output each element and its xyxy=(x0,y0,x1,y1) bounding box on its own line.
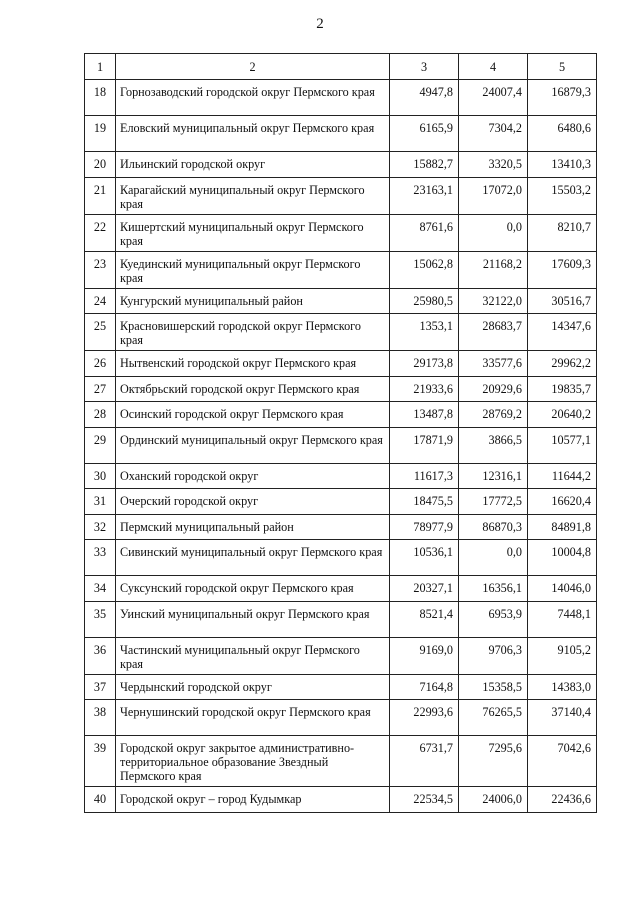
table-row xyxy=(85,152,597,178)
row-value-col5: 13410,3 xyxy=(528,152,597,178)
row-value-col4: 16356,1 xyxy=(459,576,528,602)
table-row xyxy=(85,80,597,116)
row-number: 38 xyxy=(85,700,116,736)
row-municipality-name: Суксунский городской округ Пермского края xyxy=(116,576,390,602)
row-value-col3: 20327,1 xyxy=(390,576,459,602)
table-row xyxy=(85,214,597,251)
table-body xyxy=(85,80,597,813)
table-row xyxy=(85,463,597,489)
row-value-col3: 21933,6 xyxy=(390,376,459,402)
data-table xyxy=(84,53,597,813)
row-number: 37 xyxy=(85,674,116,700)
row-number: 40 xyxy=(85,787,116,813)
row-municipality-name: Пермский муниципальный район xyxy=(116,514,390,540)
row-value-col5: 29962,2 xyxy=(528,351,597,377)
row-value-col4: 28683,7 xyxy=(459,314,528,351)
row-value-col4: 17772,5 xyxy=(459,489,528,515)
row-municipality-name: Кишертский муниципальный округ Пермского края xyxy=(116,214,390,251)
row-value-col4: 21168,2 xyxy=(459,251,528,288)
row-number: 30 xyxy=(85,463,116,489)
row-value-col5: 8210,7 xyxy=(528,214,597,251)
row-municipality-name: Чердынский городской округ xyxy=(116,674,390,700)
row-municipality-name: Горнозаводский городской округ Пермского края xyxy=(116,80,390,116)
row-value-col5: 7042,6 xyxy=(528,736,597,787)
table-row xyxy=(85,251,597,288)
row-value-col4: 7295,6 xyxy=(459,736,528,787)
row-value-col3: 18475,5 xyxy=(390,489,459,515)
row-number: 24 xyxy=(85,288,116,314)
row-value-col5: 30516,7 xyxy=(528,288,597,314)
row-value-col4: 0,0 xyxy=(459,540,528,576)
row-number: 36 xyxy=(85,637,116,674)
row-municipality-name: Городской округ закрытое административно-территориальное образование Звездный Пермского края xyxy=(116,736,390,787)
row-number: 23 xyxy=(85,251,116,288)
row-value-col3: 11617,3 xyxy=(390,463,459,489)
row-number: 18 xyxy=(85,80,116,116)
row-value-col3: 22993,6 xyxy=(390,700,459,736)
row-value-col4: 17072,0 xyxy=(459,177,528,214)
row-value-col3: 15062,8 xyxy=(390,251,459,288)
row-number: 26 xyxy=(85,351,116,377)
row-value-col3: 78977,9 xyxy=(390,514,459,540)
row-value-col4: 76265,5 xyxy=(459,700,528,736)
row-municipality-name: Красновишерский городской округ Пермского края xyxy=(116,314,390,351)
row-municipality-name: Очерский городской округ xyxy=(116,489,390,515)
row-municipality-name: Ординский муниципальный округ Пермского края xyxy=(116,427,390,463)
table-row xyxy=(85,177,597,214)
header-cell-2: 2 xyxy=(116,54,390,80)
row-value-col4: 6953,9 xyxy=(459,601,528,637)
row-municipality-name: Карагайский муниципальный округ Пермского края xyxy=(116,177,390,214)
row-value-col3: 7164,8 xyxy=(390,674,459,700)
row-value-col5: 10004,8 xyxy=(528,540,597,576)
table-row xyxy=(85,116,597,152)
row-number: 34 xyxy=(85,576,116,602)
table-row xyxy=(85,351,597,377)
row-number: 33 xyxy=(85,540,116,576)
row-value-col5: 22436,6 xyxy=(528,787,597,813)
table-row xyxy=(85,427,597,463)
row-municipality-name: Частинский муниципальный округ Пермского края xyxy=(116,637,390,674)
row-value-col5: 37140,4 xyxy=(528,700,597,736)
table-row xyxy=(85,288,597,314)
table-row xyxy=(85,787,597,813)
row-number: 25 xyxy=(85,314,116,351)
table-row xyxy=(85,376,597,402)
row-value-col3: 4947,8 xyxy=(390,80,459,116)
row-value-col4: 9706,3 xyxy=(459,637,528,674)
row-value-col4: 20929,6 xyxy=(459,376,528,402)
row-municipality-name: Куединский муниципальный округ Пермского края xyxy=(116,251,390,288)
row-municipality-name: Осинский городской округ Пермского края xyxy=(116,402,390,428)
row-value-col4: 12316,1 xyxy=(459,463,528,489)
row-value-col3: 29173,8 xyxy=(390,351,459,377)
row-value-col4: 7304,2 xyxy=(459,116,528,152)
row-value-col3: 6165,9 xyxy=(390,116,459,152)
row-value-col5: 16879,3 xyxy=(528,80,597,116)
row-number: 21 xyxy=(85,177,116,214)
row-value-col4: 86870,3 xyxy=(459,514,528,540)
row-municipality-name: Чернушинский городской округ Пермского края xyxy=(116,700,390,736)
row-value-col5: 15503,2 xyxy=(528,177,597,214)
row-value-col5: 17609,3 xyxy=(528,251,597,288)
page-number: 2 xyxy=(316,16,324,32)
row-value-col4: 3866,5 xyxy=(459,427,528,463)
table-row xyxy=(85,514,597,540)
header-row xyxy=(85,54,597,80)
row-municipality-name: Кунгурский муниципальный район xyxy=(116,288,390,314)
table-row xyxy=(85,402,597,428)
row-number: 29 xyxy=(85,427,116,463)
row-value-col3: 25980,5 xyxy=(390,288,459,314)
row-value-col5: 16620,4 xyxy=(528,489,597,515)
row-municipality-name: Нытвенский городской округ Пермского края xyxy=(116,351,390,377)
row-municipality-name: Городской округ – город Кудымкар xyxy=(116,787,390,813)
header-cell-3: 3 xyxy=(390,54,459,80)
row-value-col5: 7448,1 xyxy=(528,601,597,637)
row-value-col3: 10536,1 xyxy=(390,540,459,576)
row-municipality-name: Ильинский городской округ xyxy=(116,152,390,178)
row-value-col3: 1353,1 xyxy=(390,314,459,351)
row-number: 19 xyxy=(85,116,116,152)
row-value-col3: 17871,9 xyxy=(390,427,459,463)
row-municipality-name: Октябрьский городской округ Пермского края xyxy=(116,376,390,402)
table-row xyxy=(85,314,597,351)
row-number: 27 xyxy=(85,376,116,402)
row-number: 22 xyxy=(85,214,116,251)
header-cell-5: 5 xyxy=(528,54,597,80)
row-number: 20 xyxy=(85,152,116,178)
row-value-col5: 11644,2 xyxy=(528,463,597,489)
row-value-col5: 6480,6 xyxy=(528,116,597,152)
header-cell-4: 4 xyxy=(459,54,528,80)
row-value-col4: 28769,2 xyxy=(459,402,528,428)
row-value-col4: 24006,0 xyxy=(459,787,528,813)
row-value-col3: 13487,8 xyxy=(390,402,459,428)
row-value-col4: 24007,4 xyxy=(459,80,528,116)
row-number: 39 xyxy=(85,736,116,787)
row-value-col4: 32122,0 xyxy=(459,288,528,314)
row-value-col5: 20640,2 xyxy=(528,402,597,428)
row-value-col4: 3320,5 xyxy=(459,152,528,178)
row-municipality-name: Оханский городской округ xyxy=(116,463,390,489)
row-value-col5: 14347,6 xyxy=(528,314,597,351)
table-row xyxy=(85,601,597,637)
row-value-col5: 14383,0 xyxy=(528,674,597,700)
row-number: 28 xyxy=(85,402,116,428)
row-value-col5: 14046,0 xyxy=(528,576,597,602)
row-value-col3: 6731,7 xyxy=(390,736,459,787)
table-row xyxy=(85,700,597,736)
row-municipality-name: Сивинский муниципальный округ Пермского края xyxy=(116,540,390,576)
table-row xyxy=(85,674,597,700)
row-municipality-name: Уинский муниципальный округ Пермского края xyxy=(116,601,390,637)
row-number: 32 xyxy=(85,514,116,540)
row-value-col3: 15882,7 xyxy=(390,152,459,178)
row-value-col4: 0,0 xyxy=(459,214,528,251)
row-value-col3: 8761,6 xyxy=(390,214,459,251)
row-number: 31 xyxy=(85,489,116,515)
row-value-col5: 84891,8 xyxy=(528,514,597,540)
row-municipality-name: Еловский муниципальный округ Пермского края xyxy=(116,116,390,152)
row-value-col4: 33577,6 xyxy=(459,351,528,377)
table-row xyxy=(85,489,597,515)
row-value-col4: 15358,5 xyxy=(459,674,528,700)
table-row xyxy=(85,637,597,674)
row-value-col3: 22534,5 xyxy=(390,787,459,813)
row-number: 35 xyxy=(85,601,116,637)
row-value-col3: 8521,4 xyxy=(390,601,459,637)
row-value-col5: 9105,2 xyxy=(528,637,597,674)
table-row xyxy=(85,576,597,602)
table-row xyxy=(85,736,597,787)
table-row xyxy=(85,540,597,576)
row-value-col3: 23163,1 xyxy=(390,177,459,214)
row-value-col5: 19835,7 xyxy=(528,376,597,402)
row-value-col3: 9169,0 xyxy=(390,637,459,674)
row-value-col5: 10577,1 xyxy=(528,427,597,463)
header-cell-1: 1 xyxy=(85,54,116,80)
